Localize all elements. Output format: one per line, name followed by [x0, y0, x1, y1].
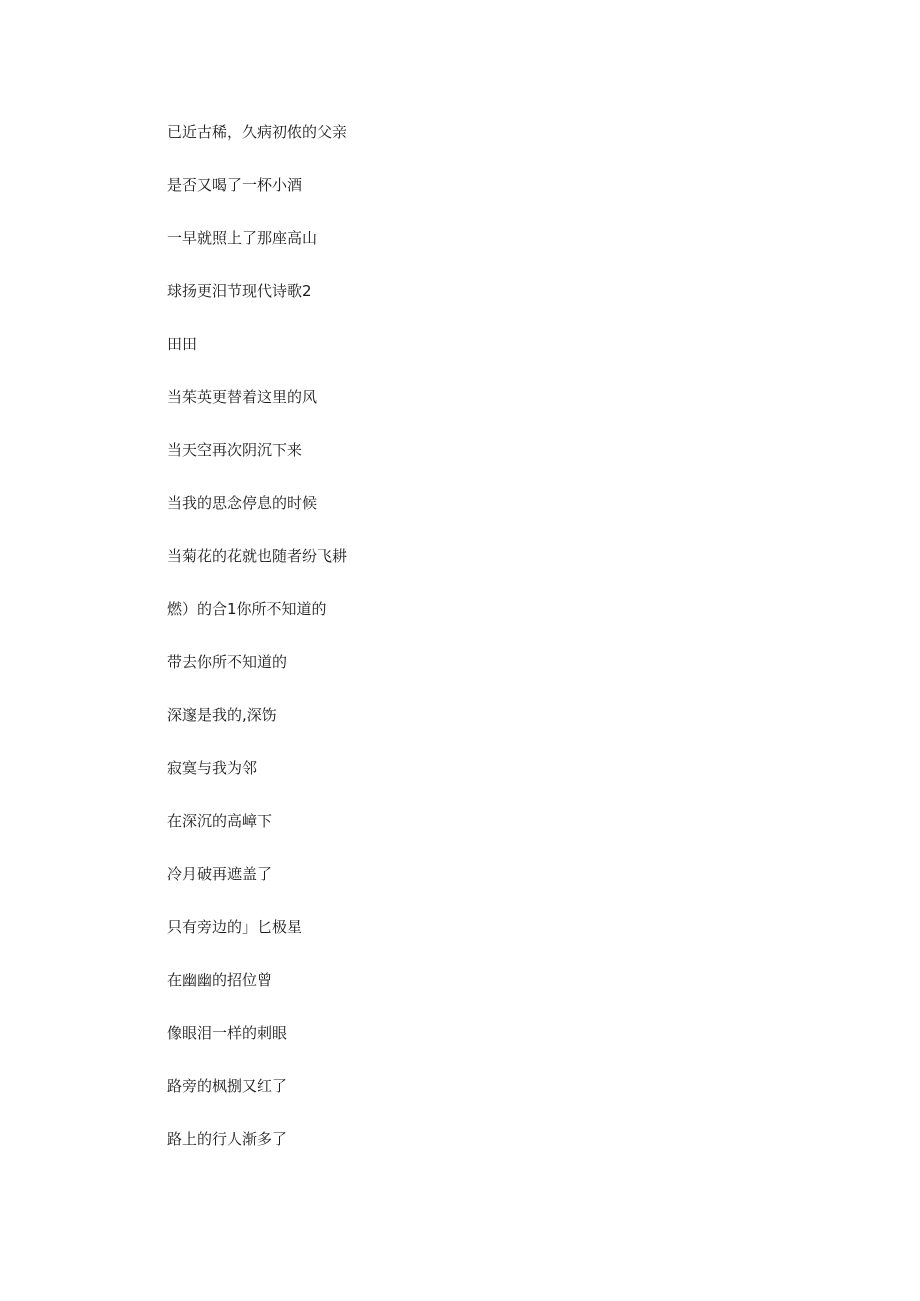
poem-line: 冷月破再遮盖了 — [167, 865, 273, 883]
poem-line: 寂寞与我为邻 — [167, 759, 258, 777]
poem-line: 燃）的合1你所不知道的 — [167, 600, 327, 618]
poem-line: 在深沉的高嶂下 — [167, 812, 273, 830]
poem-line: 深邃是我的,深饬 — [167, 706, 277, 724]
poem-line: 当菊花的花就也随者纷飞耕 — [167, 547, 348, 565]
poem-title: 球扬更汨节现代诗歌2 — [167, 282, 312, 300]
poem-line: 路旁的枫捌又红了 — [167, 1077, 288, 1095]
poem-text — [167, 119, 347, 1179]
poem-line: 当茱英更替着这里的风 — [167, 388, 318, 406]
poem-line: 当我的思念停息的时候 — [167, 494, 318, 512]
poem-line: 像眼泪一样的刺眼 — [167, 1024, 288, 1042]
poem-line: 路上的行人渐多了 — [167, 1130, 288, 1148]
poem-line: 只有旁边的」匕极星 — [167, 918, 303, 936]
poem-line: 一早就照上了那座高山 — [167, 229, 318, 247]
poem-line: 当天空再次阴沉下来 — [167, 441, 303, 459]
poem-line: 在幽幽的招位曾 — [167, 971, 273, 989]
poem-line: 已近古稀，久病初侬的父亲 — [167, 123, 348, 141]
poem-author: 田田 — [167, 335, 198, 353]
poem-line: 是否又喝了一杯小酒 — [167, 176, 303, 194]
poem-line: 带去你所不知道的 — [167, 653, 288, 671]
